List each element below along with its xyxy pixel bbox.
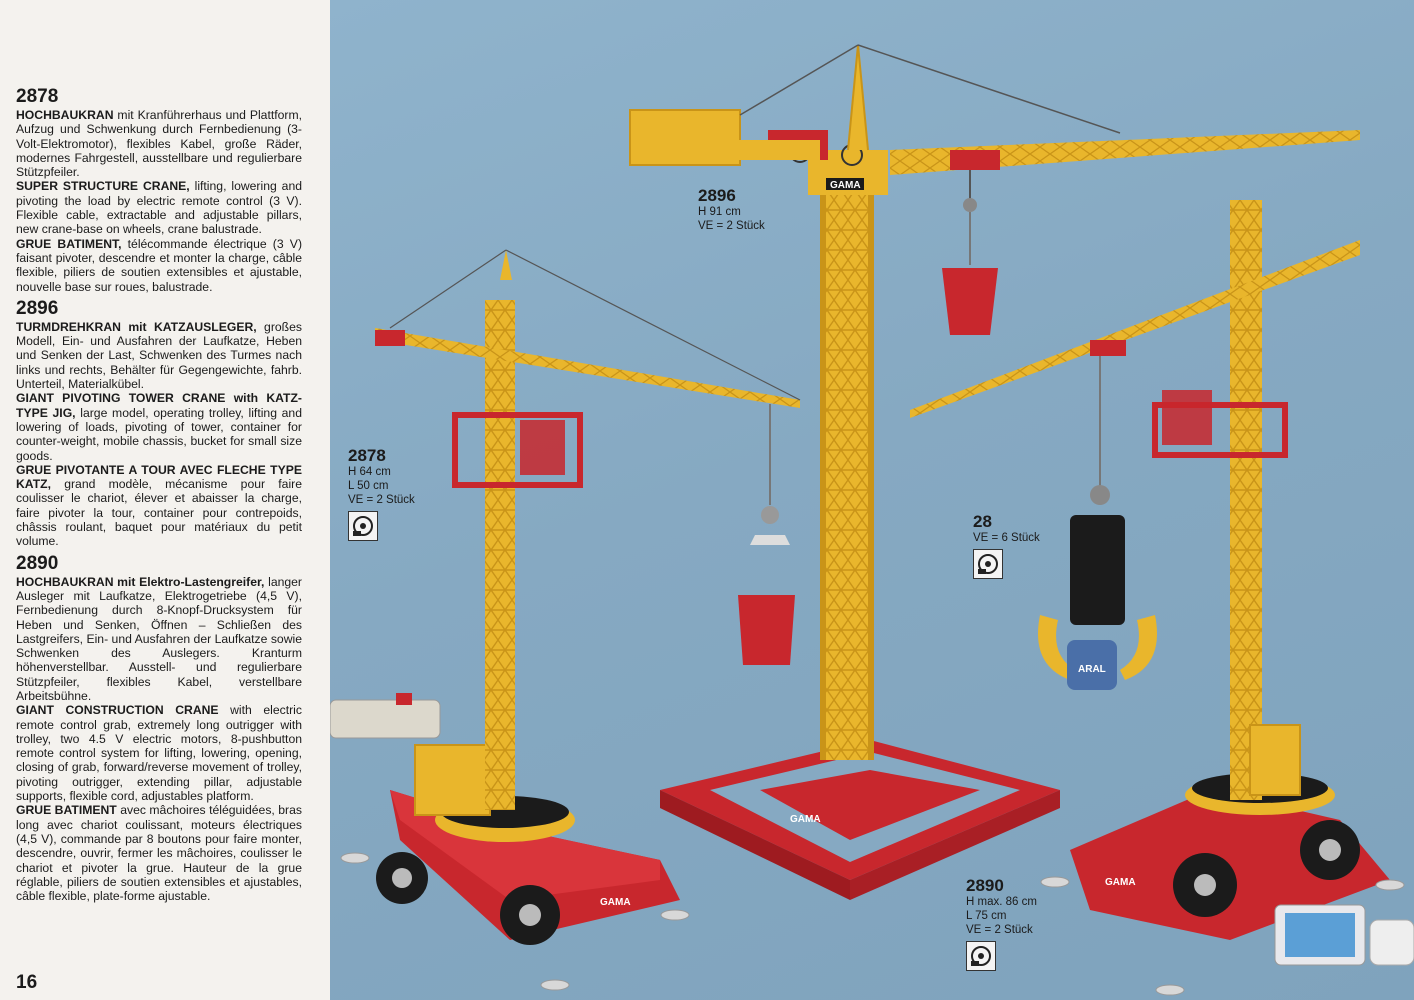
- brand-mark-aral: ARAL: [1078, 664, 1106, 675]
- label-2890: [966, 876, 1037, 971]
- label-spec: H 91 cm: [698, 206, 741, 218]
- label-number: 2896: [698, 186, 736, 205]
- label-number: 2890: [966, 876, 1004, 895]
- entry-paragraph-en: SUPER STRUCTURE CRANE, lifting, lowering and pivoting the load by electric remote control (3 V). Flexible cable, extractable and adjustable pillars, new crane-base on wheels, crane balustrade.: [16, 179, 303, 237]
- entry-2878: [16, 86, 302, 294]
- entry-paragraph-en: GIANT PIVOTING TOWER CRANE with KATZ-TYPE JIG, large model, operating trolley, lifting and lowering of loads, pivoting of tower, container for counter-weight, mobile chassis, bucket for small size goods.: [16, 391, 302, 463]
- label-2878: [348, 446, 415, 541]
- label-number: 2878: [348, 446, 386, 465]
- label-spec: VE = 2 Stück: [698, 220, 765, 232]
- entry-paragraph-fr: GRUE BATIMENT avec mâchoires téléguidées, bras long avec chariot coulissant, moteurs électriques (4,5 V), commande par 8 boutons pour faire monter, descendre, ouvrir, fermer les mâchoires, coulisser le chariot et pivoter la grue. Hauteur de la grue réglable, piliers de soutien extensibles et ajustables, câble flexible, plate-forme ajustable.: [16, 803, 302, 904]
- motor-icon: [966, 941, 996, 971]
- label-28: [973, 512, 1040, 579]
- label-spec: VE = 6 Stück: [973, 532, 1040, 544]
- entry-paragraph-fr: GRUE PIVOTANTE A TOUR AVEC FLECHE TYPE KATZ, grand modèle, mécanisme pour faire coulisser le chariot, élever et abaisser la charge, faire pivoter la tour, container pour contrepoids, châssis roulant, baquet pour matériaux du petit volume.: [16, 462, 302, 549]
- label-spec: H 64 cm: [348, 466, 391, 478]
- motor-icon: [348, 511, 378, 541]
- crane-illustration: [330, 0, 1414, 1000]
- label-spec: VE = 2 Stück: [966, 924, 1033, 936]
- entry-number: 2896: [16, 297, 59, 319]
- entry-number: 2878: [16, 86, 59, 107]
- label-number: 28: [973, 512, 992, 531]
- product-photo: [330, 0, 1414, 1000]
- motor-icon: [973, 549, 1003, 579]
- brand-mark-gama: GAMA: [600, 897, 631, 908]
- label-spec: L 75 cm: [966, 910, 1007, 922]
- entry-2896: [16, 298, 302, 549]
- entry-number: 2890: [16, 552, 59, 574]
- entry-paragraph-de: TURMDREHKRAN mit KATZAUSLEGER, großes Modell, Ein- und Ausfahren der Laufkatze, Heben und Senken der Last, Schwenken des Turmes nach links und rechts, Behälter für Gegengewichte, fahrb. Unterteil, Materialkübel.: [16, 319, 302, 392]
- entry-paragraph-de: HOCHBAUKRAN mit Kranführerhaus und Plattform, Aufzug und Schwenkung durch Fernbedienung (3-Volt-Elektromotor), flexibles Kabel, große Räder, modernes Fahrgestell, ausstellbare und regulierbare Stützpfeiler.: [16, 108, 302, 180]
- label-spec: H max. 86 cm: [966, 896, 1037, 908]
- entry-paragraph-fr: GRUE BATIMENT, télécommande électrique (3 V) faisant pivoter, descendre et monter la charge, câble flexible, piliers de soutien extensibles et ajustable, nouvelle base sur roues, balustrade.: [16, 236, 302, 294]
- description-column: [0, 0, 330, 1000]
- entry-paragraph-de: HOCHBAUKRAN mit Elektro-Lastengreifer, langer Ausleger mit Laufkatze, Elektrogetriebe (4,5 V), Fernbedienung durch 8-Knopf-Drucksystem für Heben und Senken, Öffnen – Schließen des Lastgreifers, Ein- und Ausfahren der Laufkatze sowie Schwenken des Auslegers. Kranturm höhenverstellbar. Ausstell- und regulierbare Stützpfeiler, flexibles Kabel, verstellbare Arbeitsbühne.: [16, 574, 302, 703]
- brand-mark-gama: GAMA: [1105, 877, 1136, 888]
- brand-mark-gama: GAMA: [790, 814, 821, 825]
- label-spec: VE = 2 Stück: [348, 494, 415, 506]
- label-2896: [698, 186, 765, 233]
- brand-mark-gama: GAMA: [830, 180, 861, 191]
- entry-paragraph-en: GIANT CONSTRUCTION CRANE with electric remote control grab, extremely long outrigger with trolley, two 4.5 V electric motors, 8-pushbutton remote control system for lifting, lowering, opening, closing of grab, forward/reverse movement of trolley, pivoting outrigger, extending pillar, adjustable supports, flexible cord, adjustables platform.: [16, 703, 302, 804]
- entry-2890: [16, 553, 302, 904]
- label-spec: L 50 cm: [348, 480, 389, 492]
- page-number: 16: [16, 972, 38, 993]
